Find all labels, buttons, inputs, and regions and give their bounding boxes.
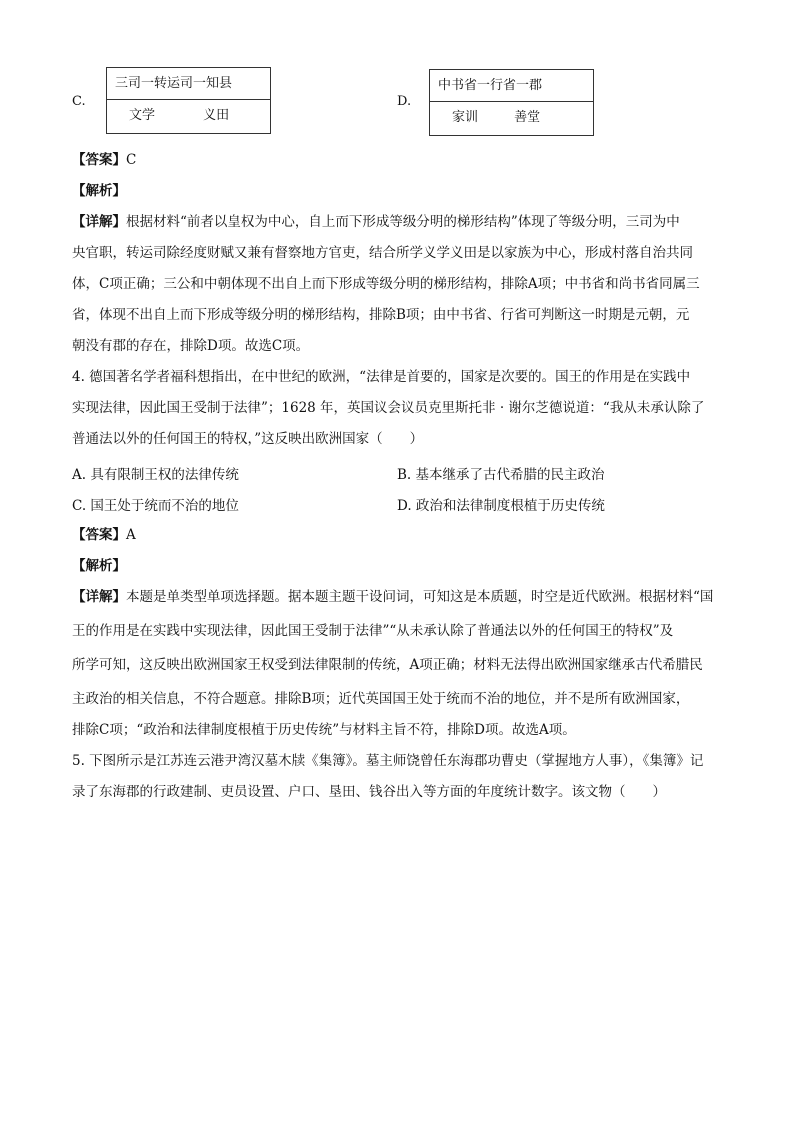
option-c-diagram bbox=[106, 67, 271, 134]
option-c-item-2: 义田 bbox=[203, 108, 230, 123]
detail-tag: 【详解】 bbox=[72, 214, 126, 230]
option-c-hierarchy: 三司一转运司一知县 bbox=[107, 68, 270, 100]
option-d-diagram bbox=[429, 69, 594, 136]
option-c-item-1: 文学 bbox=[129, 108, 156, 123]
q4-detail-line-1: 【详解】本题是单类型单项选择题。据本题主题干设问词，可知这是本质题，时空是近代欧洲。根据材料“国 bbox=[72, 589, 714, 605]
q5-stem-line-2: 录了东海郡的行政建制、吏员设置、户口、垦田、钱谷出入等方面的年度统计数字。该文物（ ） bbox=[72, 784, 666, 800]
q3-detail-line-3: 体，C项正确；三公和中朝体现不出自上而下形成等级分明的梯形结构，排除A项；中书省和尚书省同属三 bbox=[72, 276, 700, 292]
q4-stem-line-1: 4. 德国著名学者福科想指出，在中世纪的欧洲，“法律是首要的，国家是次要的。国王的作用是在实践中 bbox=[72, 369, 691, 385]
option-d-item-1: 家训 bbox=[452, 110, 479, 125]
q3-analysis-heading bbox=[72, 181, 724, 201]
q3-answer bbox=[72, 150, 724, 170]
analysis-tag: 【解析】 bbox=[72, 183, 126, 199]
answer-value: A bbox=[126, 527, 136, 543]
q4-choice-b: B. 基本继承了古代希腊的民主政治 bbox=[397, 467, 605, 483]
q4-stem-line-2: 实现法律，因此国王受制于法律”；1628 年，英国议会议员克里斯托非 · 谢尔芝德说道：“我从未承认除了 bbox=[72, 400, 705, 416]
q5-stem-line-1: 5. 下图所示是江苏连云港尹湾汉墓木牍《集簿》。墓主师饶曾任东海郡功曹史（掌握地方人事），《集簿》记 bbox=[72, 753, 704, 769]
q4-choice-d: D. 政治和法律制度根植于历史传统 bbox=[397, 498, 605, 514]
option-d-label: D. bbox=[397, 94, 412, 109]
option-d-hierarchy: 中书省一行省一郡 bbox=[430, 70, 593, 102]
answer-tag: 【答案】 bbox=[72, 152, 126, 168]
q4-detail-line-5: 排除C项；“政治和法律制度根植于历史传统”与材料主旨不符，排除D项。故选A项。 bbox=[72, 722, 576, 738]
q4-choice-c: C. 国王处于统而不治的地位 bbox=[72, 498, 239, 514]
q4-stem-line-3: 普通法以外的任何国王的特权，”这反映出欧洲国家（ ） bbox=[72, 431, 424, 447]
answer-value: C bbox=[126, 152, 137, 168]
q4-detail-line-3: 所学可知，这反映出欧洲国家王权受到法律限制的传统，A项正确；材料无法得出欧洲国家继承古代希腊民 bbox=[72, 657, 703, 673]
option-c-label: C. bbox=[72, 94, 86, 109]
option-d-item-2: 善堂 bbox=[514, 110, 541, 125]
q4-choice-a: A. 具有限制王权的法律传统 bbox=[72, 467, 239, 483]
q4-detail-line-4: 主政治的相关信息，不符合题意。排除B项；近代英国国王处于统而不治的地位，并不是所有欧洲国家， bbox=[72, 691, 690, 707]
q4-detail-line-2: 王的作用是在实践中实现法律，因此国王受制于法律”“从未承认除了普通法以外的任何国王的特权”及 bbox=[72, 623, 674, 639]
q4-answer: 【答案】A bbox=[72, 527, 136, 543]
option-c-items bbox=[107, 100, 270, 131]
q3-detail-line-1: 【详解】根据材料“前者以皇权为中心，自上而下形成等级分明的梯形结构”体现了等级分明，三司为中 bbox=[72, 214, 680, 230]
q4-analysis-heading: 【解析】 bbox=[72, 558, 126, 574]
q3-detail-line-4: 省，体现不出自上而下形成等级分明的梯形结构，排除B项；由中书省、行省可判断这一时期是元朝，元 bbox=[72, 307, 690, 323]
q3-detail-line-2: 央官职，转运司除经度财赋又兼有督察地方官吏，结合所学义学义田是以家族为中心，形成村落自治共同 bbox=[72, 245, 693, 261]
q3-detail-line-5: 朝没有郡的存在，排除D项。故选C项。 bbox=[72, 338, 310, 354]
option-d-items bbox=[430, 102, 593, 133]
